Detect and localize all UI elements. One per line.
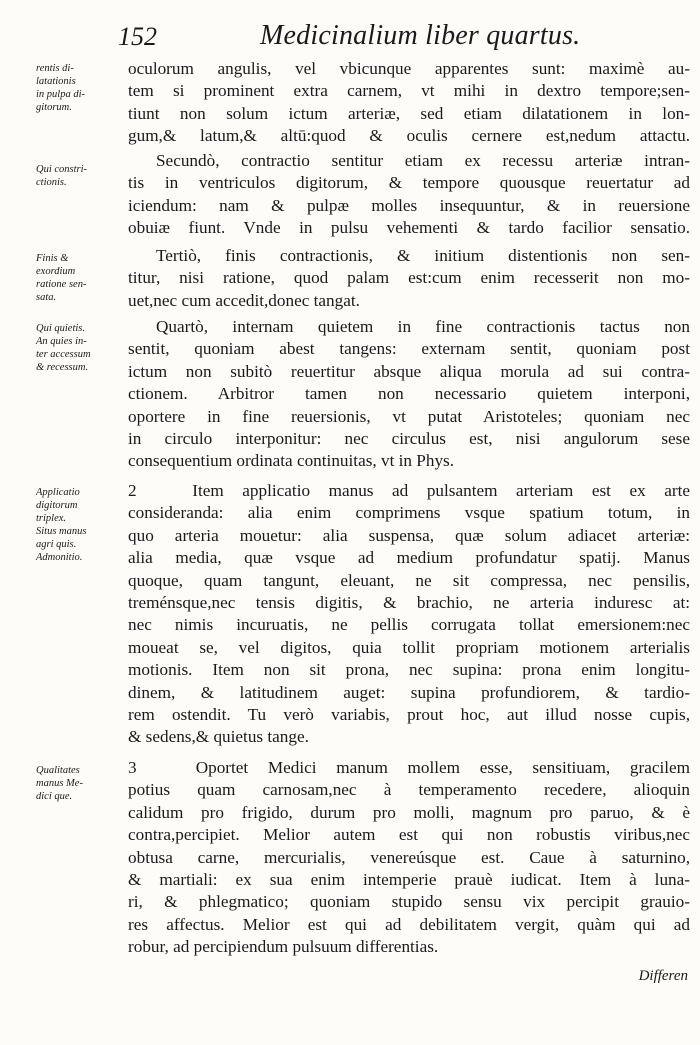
text-line-body: Oportet Medici manum mollem esse, sensitiuam, gracilem	[195, 758, 690, 777]
text-line: tis in ventriculos digitorum, & tempore quousque reuertatur ad	[128, 173, 690, 193]
text-line: in circulo interponitur: nec circulus est, nisi angulorum sese	[128, 428, 690, 448]
margin-note-line: ctionis.	[36, 177, 67, 188]
margin-note-line: triplex.	[36, 513, 67, 524]
margin-note	[36, 62, 130, 114]
text-line: iciendum: nam & pulpæ molles insequuntur, & in reuersione	[128, 195, 690, 215]
margin-note-line: Qualitates	[36, 765, 80, 776]
text-line: quo arteria mouetur: alia suspensa, quæ solum adiacet arteriæ:	[128, 525, 690, 545]
margin-note-line: rentis di-	[36, 63, 74, 74]
margin-note-line: digitorum	[36, 500, 78, 511]
margin-note-line: agri quis.	[36, 539, 77, 550]
margin-note-line: exordium	[36, 266, 76, 277]
text-line: contra,percipiet. Melior autem est qui non robustis viribus,nec	[128, 825, 690, 845]
text-line: oportere in fine reuersionis, vt putat Aristoteles; quoniam nec	[128, 406, 690, 426]
text-line: obtusa carne, mercurialis, venereúsque est. Caue à saturnino,	[128, 847, 690, 867]
text-line: rem ostendit. Tu verò variabis, prout hoc, aut illud nosse cupis,	[128, 704, 690, 724]
text-line: treménsque,nec tensis digitis, & brachio, ne arteria induresc at:	[128, 592, 690, 612]
margin-note	[36, 486, 130, 564]
text-line: ictum non subitò reuertitur absque aliqua morula ad sui contra-	[128, 361, 690, 381]
text-line: oculorum angulis, vel vbicunque apparentes sunt: maximè au-	[128, 59, 690, 78]
text-line: obuiæ fiunt. Vnde in pulsu vehementi & tardo facilior sensatio.	[128, 218, 690, 238]
margin-note-line: latationis	[36, 76, 76, 87]
text-line: ctionem. Arbitror tamen non necessario quietem interponi,	[128, 384, 690, 404]
margin-note-line: ter accessum	[36, 349, 91, 360]
text-line: titur, nisi ratione, quod palam est:cum enim recesserit non mo-	[128, 268, 690, 288]
catchword: Differen	[638, 968, 688, 984]
paragraph-number: 3	[128, 758, 137, 777]
margin-note	[36, 252, 130, 304]
text-line: robur, ad percipiendum pulsuum differentias.	[128, 937, 439, 957]
paragraph	[128, 58, 690, 148]
paragraph	[128, 150, 690, 240]
text-line-body: Item applicatio manus ad pulsantem arteriam est ex arte	[192, 481, 690, 500]
text-line: alia media, quæ vsque ad medium profundatur spatij. Manus	[128, 548, 690, 568]
margin-note-line: gitorum.	[36, 102, 72, 113]
text-line: nec nimis incuruatis, ne pellis corrugata tollat emersionem:nec	[128, 615, 690, 635]
running-title: Medicinalium liber quartus.	[260, 20, 581, 51]
text-line: & martiali: ex sua enim intemperie prauè iudicat. Item à luna-	[128, 869, 690, 889]
text-line	[128, 757, 690, 779]
margin-note-line: An quies in-	[36, 336, 87, 347]
margin-note-line: Qui constri-	[36, 164, 88, 175]
text-line: Quartò, internam quietem in fine contractionis tactus non	[156, 317, 690, 336]
text-line: gum,& latum,& altū:quod & oculis cernere est,nedum attactu.	[128, 126, 690, 146]
margin-note	[36, 764, 130, 803]
text-line: uet,nec cum accedit,donec tangat.	[128, 290, 360, 310]
text-line: calidum pro frigido, durum pro molli, magnum pro paruo, & è	[128, 802, 690, 822]
text-line: consequentium ordinata continuitas, vt in Phys.	[128, 451, 455, 471]
text-line: Tertiò, finis contractionis, & initium distentionis non sen-	[156, 246, 690, 265]
margin-note-line: ratione sen-	[36, 279, 87, 290]
paragraph	[128, 480, 690, 749]
paragraph	[128, 245, 690, 312]
text-line: motionis. Item non sit prona, nec supina: prona enim longitu-	[128, 660, 690, 680]
text-line: dinem, & latitudinem auget: supina profundiorem, & tardio-	[128, 682, 690, 702]
text-line	[128, 480, 690, 502]
margin-note	[36, 322, 130, 374]
text-line: & sedens,& quietus tange.	[128, 727, 309, 747]
text-line: res affectus. Melior est qui ad debilitatem vergit, quàm qui ad	[128, 914, 690, 934]
margin-note-line: manus Me-	[36, 778, 83, 789]
text-line: potius quam carnosam,nec à temperamento recedere, alioquin	[128, 780, 690, 800]
margin-note-line: Finis &	[36, 253, 69, 264]
margin-note-line: & recessum.	[36, 362, 89, 373]
text-line: consideranda: alia enim comprimens vsque spatium totum, in	[128, 503, 690, 523]
page-number: 152	[118, 22, 157, 51]
paragraph-number: 2	[128, 481, 137, 500]
margin-note-line: Admonitio.	[36, 552, 83, 563]
margin-note	[36, 163, 130, 189]
text-line: quoque, quam tangunt, eleuant, ne sit compressa, nec pensilis,	[128, 570, 690, 590]
margin-note-line: dici que.	[36, 791, 73, 802]
text-line: sentit, quoniam abest tangens: externam sentit, quoniam post	[128, 339, 690, 359]
margin-note-line: Situs manus	[36, 526, 87, 537]
text-line: ri, & phlegmatico; quoniam stupido sensu vix percipit grauio-	[128, 892, 690, 912]
paragraph	[128, 316, 690, 473]
paragraph	[128, 757, 690, 959]
text-line: moueat se, vel digitos, quia tollit propriam motionem arterialis	[128, 637, 690, 657]
margin-note-line: sata.	[36, 292, 57, 303]
page-header	[0, 20, 700, 52]
margin-note-line: Applicatio	[36, 487, 80, 498]
text-line: Secundò, contractio sentitur etiam ex recessu arteriæ intran-	[156, 151, 690, 170]
text-line: tiunt non solum ictum arteriæ, sed etiam dilatationem in lon-	[128, 103, 690, 123]
text-line: tem si prominent extra carnem, vt mihi in dextro tempore;sen-	[128, 81, 690, 101]
margin-note-line: in pulpa di-	[36, 89, 85, 100]
margin-note-line: Qui quietis.	[36, 323, 85, 334]
